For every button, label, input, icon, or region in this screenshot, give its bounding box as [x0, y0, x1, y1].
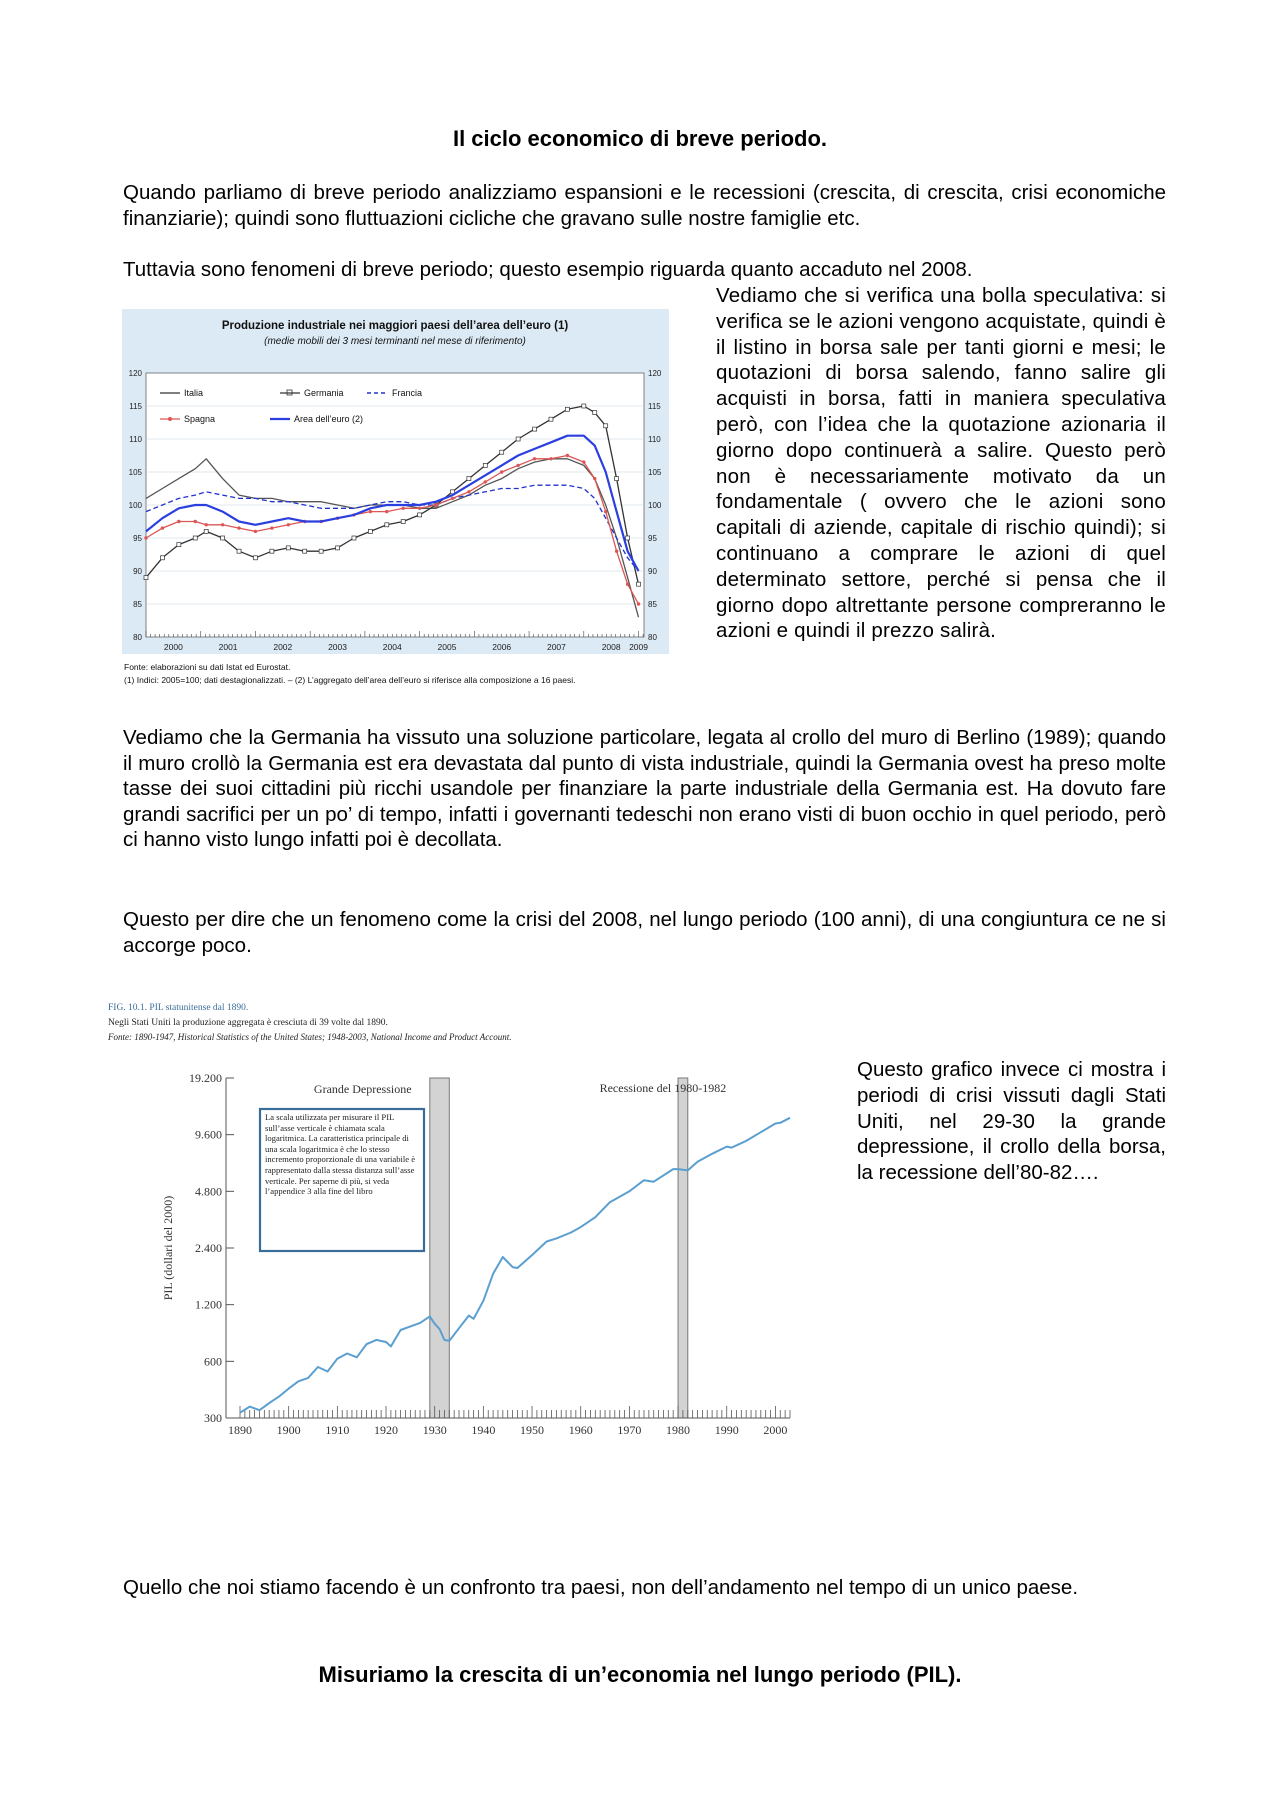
data-point: [604, 424, 608, 428]
data-point: [253, 556, 257, 560]
us-gdp-chart: [100, 996, 810, 1456]
x-tick-label: 1910: [325, 1423, 350, 1437]
paragraph-2008: Tuttavia sono fenomeni di breve periodo; questo esempio riguarda quanto accaduto nel 2008.: [123, 258, 973, 281]
industrial-production-chart: [122, 309, 669, 692]
y-tick-label: 105: [648, 468, 662, 477]
legend-item: Francia: [392, 388, 423, 398]
data-point: [483, 463, 487, 467]
data-point: [177, 543, 181, 547]
data-point: [177, 520, 180, 523]
data-point: [221, 536, 225, 540]
data-point: [626, 583, 629, 586]
x-tick-label: 1960: [568, 1423, 593, 1437]
paragraph-germany: Vediamo che la Germania ha vissuto una soluzione particolare, legata al crollo del muro di Berlino (1989); quando il muro crollò la Germania est era devastata dal punto di vista industriale, quindi la Germania ovest ha preso molte tasse dei suoi cittadini più ricchi usandole per finanziare la parte industriale della Germania est. Ha dovuto fare grandi sacrifici per un po’ di tempo, infatti i governanti tedeschi non erano visti di buon occhio in quel periodo, però ci hanno visto lungo infatti poi è decollata.: [123, 726, 1166, 851]
x-tick-label: 2008: [601, 642, 621, 652]
y-tick-label: 110: [648, 435, 661, 444]
x-tick-label: 2000: [163, 642, 183, 652]
data-point: [161, 526, 164, 529]
y-tick-label: 600: [204, 1354, 222, 1369]
paragraph-intro: Quando parliamo di breve periodo analizziamo espansioni e le recessioni (crescita, di crescita, crisi economiche finanziarie); quindi sono fluttuazioni cicliche che gravano sulle nostre famiglie etc.: [123, 181, 1166, 230]
y-tick-label: 90: [133, 567, 142, 576]
y-tick-label: 100: [648, 501, 662, 510]
x-tick-label: 2000: [763, 1423, 788, 1437]
y-tick-label: 95: [133, 534, 142, 543]
y-tick-label: 80: [648, 633, 657, 642]
data-point: [637, 602, 640, 605]
data-point: [467, 490, 470, 493]
data-point: [385, 523, 389, 527]
data-point: [434, 503, 437, 506]
annotation-label: Grande Depressione: [313, 1082, 412, 1096]
data-point: [451, 497, 454, 500]
x-tick-label: 2001: [218, 642, 238, 652]
data-point: [254, 530, 257, 533]
y-tick-label: 100: [128, 501, 142, 510]
chart2-subtitle: Negli Stati Uniti la produzione aggregata è cresciuta di 39 volte dal 1890.: [108, 1018, 388, 1028]
data-point: [467, 477, 471, 481]
data-point: [626, 536, 630, 540]
y-tick-label: 105: [128, 468, 142, 477]
x-tick-label: 1990: [714, 1423, 739, 1437]
legend-item: Spagna: [184, 414, 216, 424]
x-tick-label: 1980: [666, 1423, 691, 1437]
chart2-title: FIG. 10.1. PIL statunitense dal 1890.: [108, 1003, 249, 1013]
data-point: [385, 510, 388, 513]
y-tick-label: 80: [133, 633, 142, 642]
data-point: [533, 457, 536, 460]
paragraph-bubble: Vediamo che si verifica una bolla speculativa: si verifica se le azioni vengono acquistate, quindi è il listino in borsa sale per tanti giorni e mesi; le quotazioni di borsa salendo, fanno salire gli acquisti in borsa, fatti in maniera speculativa però, con l’idea che la quotazione azionaria il giorno dopo continuerà a salire. Questo però non è necessariamente motivato da un fondamentale ( ovvero che le azioni sono capitali di aziende, capitale di rischio quindi); si continuano a comprare le azioni di quel determinato settore, perché si pensa che il giorno dopo altrettante persone compreranno le azioni e quindi il prezzo salirà.: [716, 284, 1166, 643]
data-point: [566, 454, 569, 457]
data-point: [368, 529, 372, 533]
paragraph-us-crisis: Questo grafico invece ci mostra i periodi di crisi vissuti dagli Stati Uniti, nel 29-30 la grande depressione, il crollo della borsa, la recessione dell’80-82….: [857, 1058, 1166, 1185]
x-tick-label: 1930: [422, 1423, 447, 1437]
data-point: [352, 536, 356, 540]
y-tick-label: 115: [648, 402, 661, 411]
x-tick-label: 1890: [228, 1423, 252, 1437]
data-point: [144, 536, 147, 539]
legend-item: Germania: [304, 388, 344, 398]
y-tick-label: 9.600: [195, 1127, 222, 1142]
legend-item: Italia: [184, 388, 204, 398]
section-heading: Misuriamo la crescita di un’economia nel lungo periodo (PIL).: [318, 1662, 962, 1687]
data-point: [287, 523, 290, 526]
data-point: [516, 464, 519, 467]
x-tick-label: 2002: [273, 642, 293, 652]
data-point: [484, 480, 487, 483]
chart-note: (1) Indici: 2005=100; dati destagionalizzati. – (2) L’aggregato dell’area dell’euro si riferisce alla composizione a 16 paesi.: [124, 675, 576, 685]
x-tick-label: 2004: [382, 642, 402, 652]
page-title: Il ciclo economico di breve periodo.: [452, 126, 828, 151]
y-tick-label: 110: [129, 435, 142, 444]
y-tick-label: 95: [648, 534, 657, 543]
x-tick-label: 1940: [471, 1423, 496, 1437]
x-tick-label: 2009: [629, 642, 648, 652]
data-point: [402, 507, 405, 510]
data-point: [549, 417, 553, 421]
paragraph-long-run: Questo per dire che un fenomeno come la crisi del 2008, nel lungo periodo (100 anni), di una congiuntura ce ne si accorge poco.: [123, 908, 1166, 957]
x-tick-label: 2006: [492, 642, 512, 652]
x-tick-label: 2005: [437, 642, 457, 652]
data-point: [500, 450, 504, 454]
chart2-ylabel: PIL (dollari del 2000): [161, 1195, 175, 1301]
x-tick-label: 2007: [546, 642, 566, 652]
y-tick-label: 19.200: [189, 1071, 222, 1085]
data-point: [500, 470, 503, 473]
y-tick-label: 85: [133, 600, 142, 609]
chart-source: Fonte: elaborazioni su dati Istat ed Eurostat.: [124, 662, 291, 672]
legend-item: Area dell’euro (2): [294, 414, 364, 424]
data-point: [221, 523, 224, 526]
data-point: [549, 457, 552, 460]
data-point: [637, 582, 641, 586]
y-tick-label: 4.800: [195, 1184, 222, 1199]
data-point: [593, 477, 596, 480]
data-point: [160, 556, 164, 560]
x-tick-label: 1920: [374, 1423, 399, 1437]
data-point: [418, 507, 421, 510]
data-point: [204, 529, 208, 533]
y-tick-label: 85: [648, 600, 657, 609]
data-point: [193, 536, 197, 540]
data-point: [237, 526, 240, 529]
data-point: [565, 407, 569, 411]
y-tick-label: 120: [128, 369, 142, 378]
y-tick-label: 1.200: [195, 1297, 222, 1312]
chart-title: Produzione industriale nei maggiori paesi dell’area dell’euro (1): [221, 320, 569, 332]
data-point: [144, 576, 148, 580]
data-point: [533, 427, 537, 431]
data-point: [604, 510, 607, 513]
data-point: [204, 523, 207, 526]
x-tick-label: 2003: [328, 642, 347, 652]
chart-subtitle: (medie mobili dei 3 mesi terminanti nel mese di riferimento): [264, 336, 526, 347]
data-point: [582, 404, 586, 408]
data-point: [194, 520, 197, 523]
x-tick-label: 1950: [520, 1423, 545, 1437]
data-point: [270, 549, 274, 553]
log-scale-note-text: La scala utilizzata per misurare il PIL sull’asse verticale è chiamata scala logaritmica. La caratteristica principale di una scala logaritmica è che lo stesso incremento proporzionale di una variabile è rappresentato dalla stessa distanza sull’asse verticale. Per saperne di più, si veda l’appendice 3 alla fine del libro: [265, 1112, 416, 1197]
paragraph-comparison: Quello che noi stiamo facendo è un confronto tra paesi, non dell’andamento nel tempo di un unico paese.: [123, 1576, 1079, 1599]
data-point: [615, 477, 619, 481]
data-point: [369, 510, 372, 513]
data-point: [237, 549, 241, 553]
data-point: [582, 460, 585, 463]
data-point: [286, 546, 290, 550]
data-point: [516, 437, 520, 441]
data-point: [593, 411, 597, 415]
recession-band: [678, 1078, 688, 1418]
x-tick-label: 1970: [617, 1423, 642, 1437]
data-point: [319, 549, 323, 553]
recession-band: [430, 1078, 449, 1418]
y-tick-label: 300: [204, 1411, 222, 1425]
chart2-source: Fonte: 1890-1947, Historical Statistics of the United States; 1948-2003, National Income and Product Account.: [108, 1032, 512, 1042]
data-point: [615, 550, 618, 553]
annotation-label: Recessione del 1980-1982: [599, 1081, 727, 1095]
data-point: [303, 549, 307, 553]
y-tick-label: 2.400: [195, 1241, 222, 1255]
y-tick-label: 115: [129, 402, 142, 411]
x-tick-label: 1900: [276, 1423, 301, 1437]
data-point: [401, 520, 405, 524]
data-point: [336, 546, 340, 550]
y-tick-label: 90: [648, 567, 657, 576]
data-point: [270, 526, 273, 529]
y-tick-label: 120: [648, 369, 662, 378]
data-point: [418, 513, 422, 517]
